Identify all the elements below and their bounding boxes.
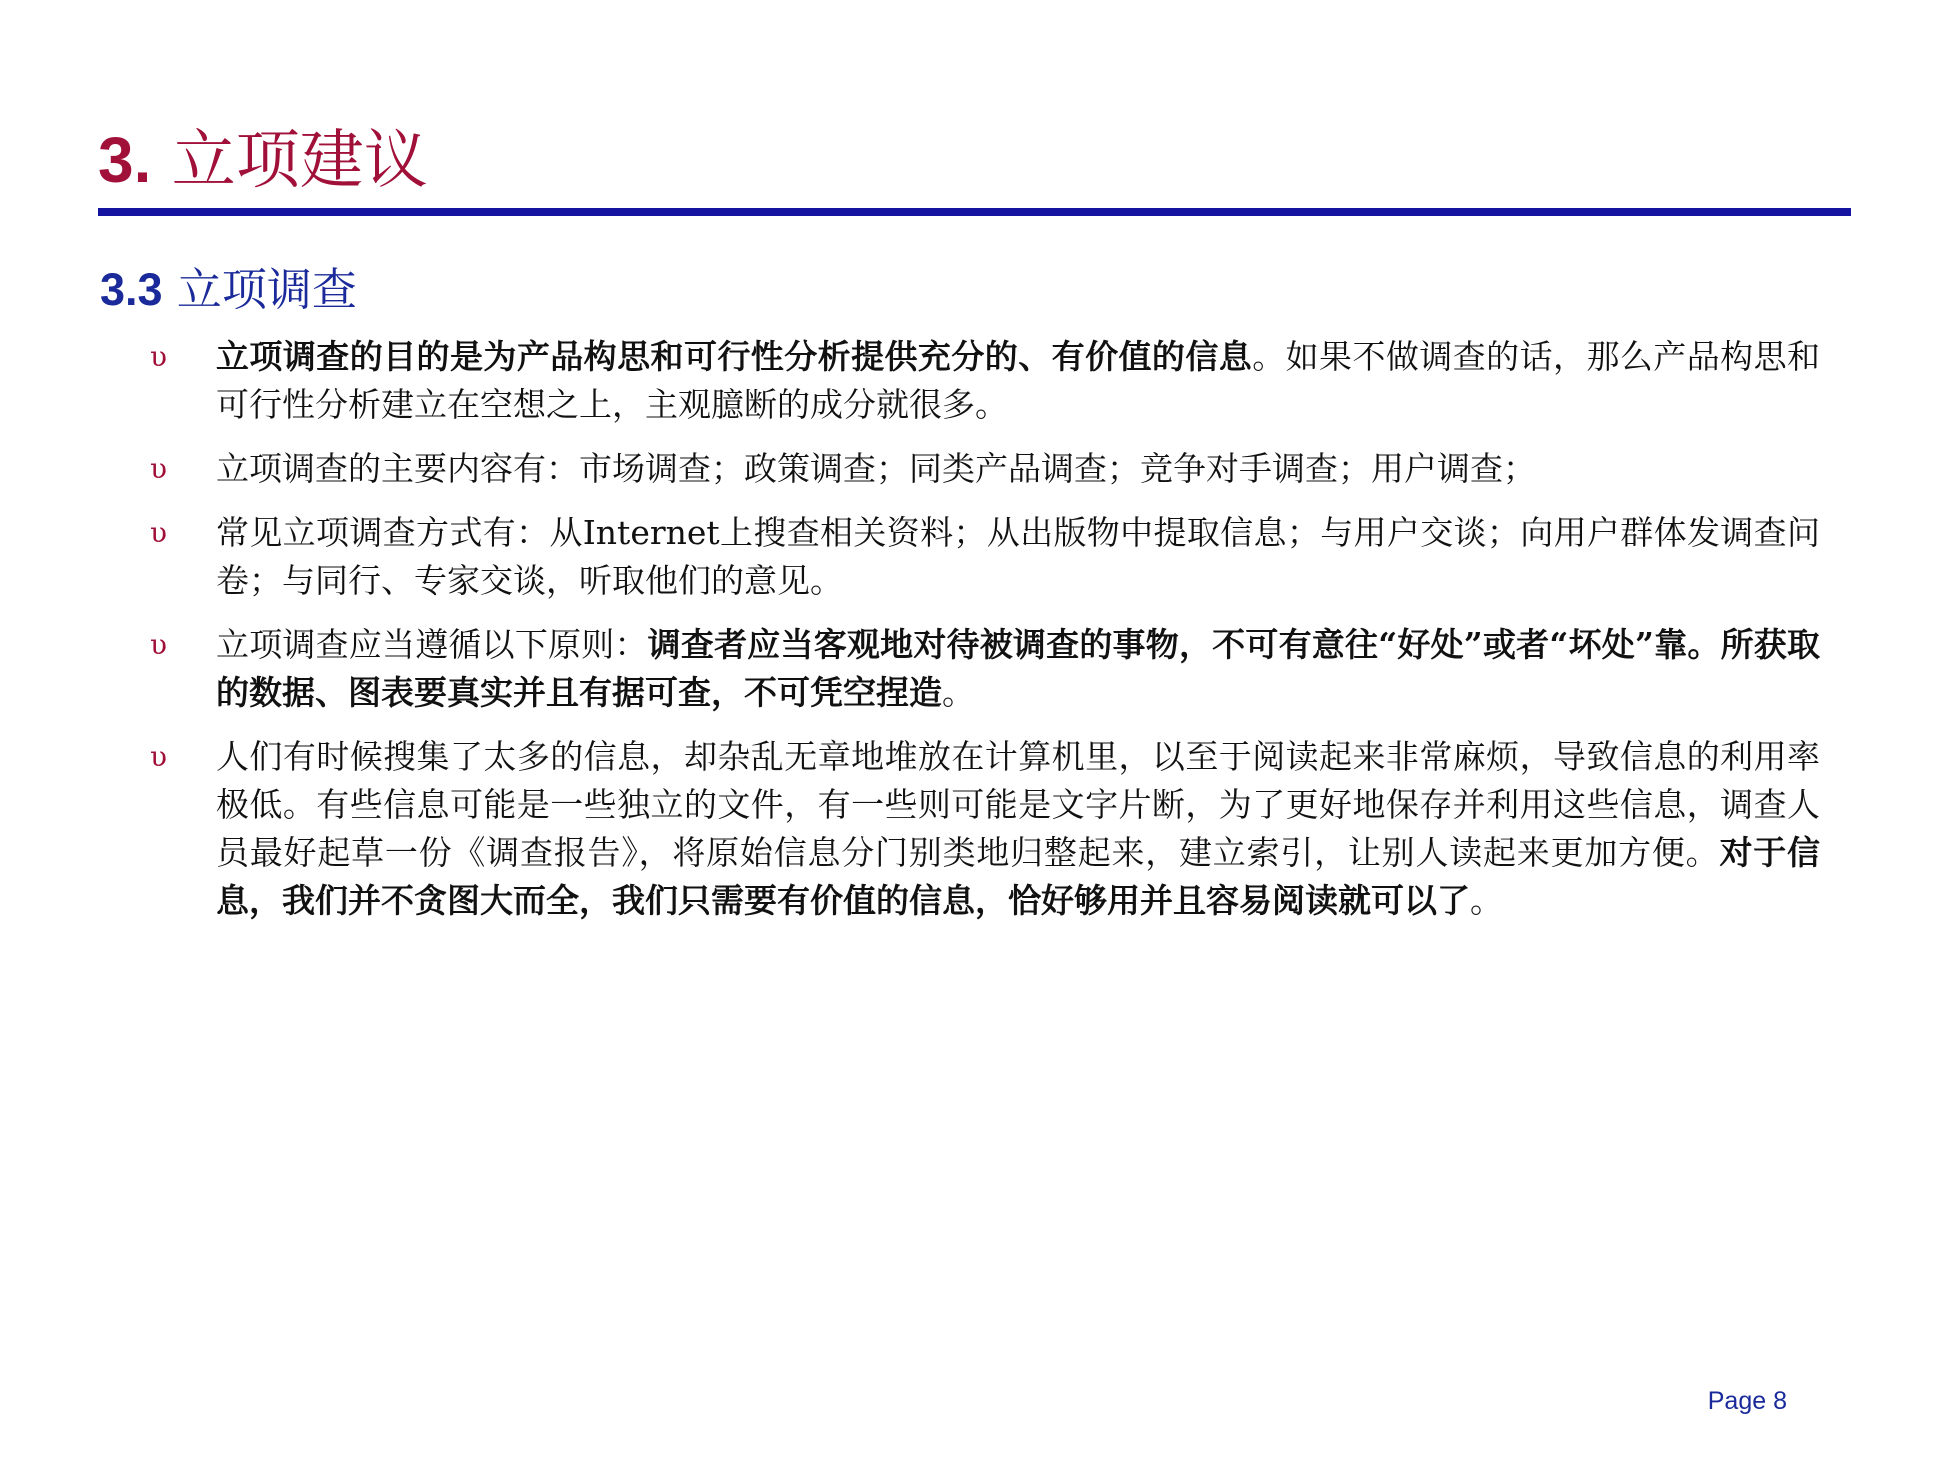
section-heading-number: 3.3 bbox=[100, 264, 163, 315]
bullet-text: 。如果不做调查的话，那么产品构思和可行性分析建立在空想之上，主观臆断的成分就很多。 bbox=[216, 337, 1821, 424]
bullet-bold-text: 对于信息，我们并不贪图大而全，我们只需要有价值的信息，恰好够用并且容易阅读就可以了 bbox=[216, 833, 1821, 920]
bullet-marker-icon: υ bbox=[150, 516, 168, 549]
slide-title bbox=[98, 118, 428, 203]
section-heading-text: 立项调查 bbox=[176, 263, 357, 316]
bullet-item bbox=[150, 445, 1820, 493]
bullet-marker-icon: υ bbox=[150, 340, 168, 373]
bullet-text-after: 。 bbox=[1470, 881, 1503, 920]
bullet-item bbox=[150, 733, 1820, 925]
title-divider bbox=[98, 208, 1851, 216]
bullet-text: 立项调查的主要内容有：市场调查；政策调查；同类产品调查；竞争对手调查；用户调查； bbox=[216, 449, 1536, 488]
bullet-item bbox=[150, 621, 1820, 717]
bullet-list bbox=[150, 333, 1820, 941]
bullet-marker-icon: υ bbox=[150, 740, 168, 773]
bullet-text: 人们有时候搜集了太多的信息，却杂乱无章地堆放在计算机里，以至于阅读起来非常麻烦，导致信息的利用率极低。有些信息可能是一些独立的文件，有一些则可能是文字片断，为了更好地保存并利用这些信息，调查人员最好起草一份《调查报告》，将原始信息分门别类地归整起来，建立索引，让别人读起来更加方便。 bbox=[216, 737, 1820, 872]
bullet-text: 立项调查应当遵循以下原则： bbox=[216, 625, 648, 664]
slide-title-number: 3. bbox=[98, 124, 152, 196]
bullet-bold-text: 立项调查的目的是为产品构思和可行性分析提供充分的、有价值的信息 bbox=[216, 337, 1253, 376]
page-number: Page 8 bbox=[1707, 1387, 1787, 1415]
slide-title-text: 立项建议 bbox=[171, 124, 428, 198]
bullet-marker-icon: υ bbox=[150, 452, 168, 485]
bullet-text: 常见立项调查方式有：从Internet上搜查相关资料；从出版物中提取信息；与用户交谈；向用户群体发调查问卷；与同行、专家交谈，听取他们的意见。 bbox=[216, 513, 1820, 600]
bullet-bold-text: 调查者应当客观地对待被调查的事物，不可有意往“好处”或者“坏处”靠。所获取的数据、图表要真实并且有据可查，不可凭空捏造 bbox=[216, 625, 1820, 712]
bullet-marker-icon: υ bbox=[150, 628, 168, 661]
bullet-item bbox=[150, 509, 1820, 605]
bullet-text-after: 。 bbox=[942, 673, 975, 712]
section-heading bbox=[100, 258, 357, 322]
bullet-item bbox=[150, 333, 1820, 429]
